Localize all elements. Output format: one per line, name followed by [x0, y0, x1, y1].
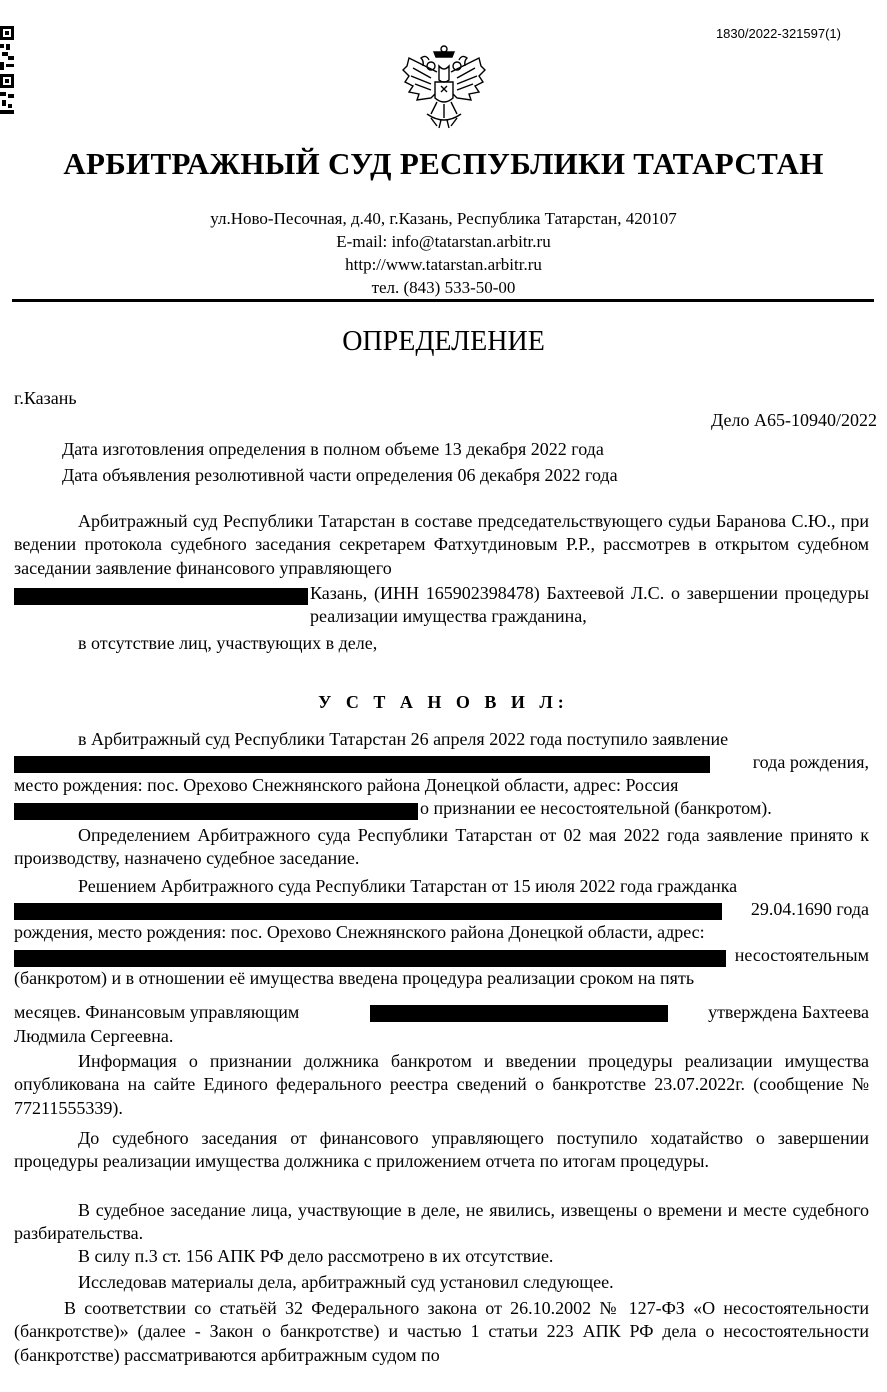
body-s3-line1: Решением Арбитражного суда Республики Татарстан от 15 июля 2022 года гражданка — [78, 876, 738, 896]
redaction — [14, 803, 418, 820]
body-s6: В судебное заседание лица, участвующие в деле, не явились, извещены о времени и месте судебного разбирательства. — [14, 1200, 869, 1244]
body-s1-line2: года рождения, — [752, 752, 869, 772]
court-website: http://www.tatarstan.arbitr.ru — [345, 255, 542, 274]
ustanovil-heading: У С Т А Н О В И Л: — [318, 692, 569, 712]
body-s1-line1: в Арбитражный суд Республики Татарстан 26 апреля 2022 года поступило заявление — [78, 729, 729, 749]
body-s3-line5: (банкротом) и в отношении её имущества введена процедура реализации сроком на пять — [14, 968, 695, 988]
redaction — [14, 950, 726, 967]
intro-paragraph-cont: Казань, (ИНН 165902398478) Бахтеевой Л.С. о завершении процедуры реализации имущества гражданина, — [310, 583, 869, 627]
body-s3-line3: рождения, место рождения: пос. Орехово Снежнянского района Донецкой области, адрес: — [14, 922, 705, 942]
court-phone: тел. (843) 533-50-00 — [371, 278, 516, 297]
body-s1-line3: место рождения: пос. Орехово Снежнянского района Донецкой области, адрес: Россия — [14, 775, 679, 795]
intro-paragraph: Арбитражный суд Республики Татарстан в составе председательствующего судьи Баранова С.Ю., при ведении протокола судебного заседания секретарем Фатхутдиновым Р.Р., рассмотрев в открытом судебном заседании заявление финансового управляющего — [14, 511, 869, 578]
city: г.Казань — [14, 388, 77, 408]
court-address: ул.Ново-Песочная, д.40, г.Казань, Республика Татарстан, 420107 — [210, 209, 677, 228]
body-s2: Определением Арбитражного суда Республики Татарстан от 02 мая 2022 года заявление принято к производству, назначено судебное заседание. — [14, 825, 869, 869]
court-email: E-mail: info@tatarstan.arbitr.ru — [336, 232, 551, 251]
court-name: АРБИТРАЖНЫЙ СУД РЕСПУБЛИКИ ТАТАРСТАН — [63, 146, 824, 181]
body-s9: В соответствии со статьёй 32 Федерального закона от 26.10.2002 № 127-ФЗ «О несостоятельности (банкротстве)» (далее - Закон о банкротстве) и частью 1 статьи 223 АПК РФ дела о несостоятельности (банкротстве) рассматриваются арбитражным судом по — [14, 1298, 869, 1365]
case-number: Дело А65-10940/2022 — [711, 410, 877, 430]
document-number: 1830/2022-321597(1) — [715, 26, 841, 41]
body-s3-line2: 29.04.1690 года — [750, 899, 869, 919]
body-s4: Информация о признании должника банкротом и введении процедуры реализации имущества опубликована на сайте Единого федерального реестра сведений о банкротстве 23.07.2022г. (сообщение № 77211555339). — [14, 1051, 869, 1118]
date-full: Дата изготовления определения в полном объеме 13 декабря 2022 года — [62, 439, 604, 459]
redaction — [14, 588, 308, 605]
body-s3-line4: несостоятельным — [734, 945, 869, 965]
body-s3-line6b: утверждена Бахтеева — [708, 1002, 869, 1022]
court-contacts — [0, 207, 887, 299]
body-s7: В силу п.3 ст. 156 АПК РФ дело рассмотрено в их отсутствие. — [78, 1246, 554, 1266]
qr-code-icon — [0, 26, 14, 114]
date-resolution: Дата объявления резолютивной части определения 06 декабря 2022 года — [62, 465, 618, 485]
dates-block — [62, 436, 618, 488]
header-divider — [12, 299, 874, 302]
coat-of-arms-emblem-icon — [401, 44, 487, 130]
redaction — [14, 903, 722, 920]
redaction — [14, 756, 710, 773]
body-s1-line4: о признании ее несостоятельной (банкротом). — [420, 798, 772, 818]
body-s5: До судебного заседания от финансового управляющего поступило ходатайство о завершении процедуры реализации имущества должника с приложением отчета по итогам процедуры. — [14, 1128, 869, 1172]
document-title: ОПРЕДЕЛЕНИЕ — [342, 326, 545, 357]
body-s8: Исследовав материалы дела, арбитражный суд установил следующее. — [78, 1272, 614, 1292]
body-s3-line6a: месяцев. Финансовым управляющим — [14, 1002, 300, 1022]
intro-absence: в отсутствие лиц, участвующих в деле, — [78, 633, 378, 653]
body-s3-line7: Людмила Сергеевна. — [14, 1026, 174, 1046]
redaction — [370, 1005, 668, 1022]
